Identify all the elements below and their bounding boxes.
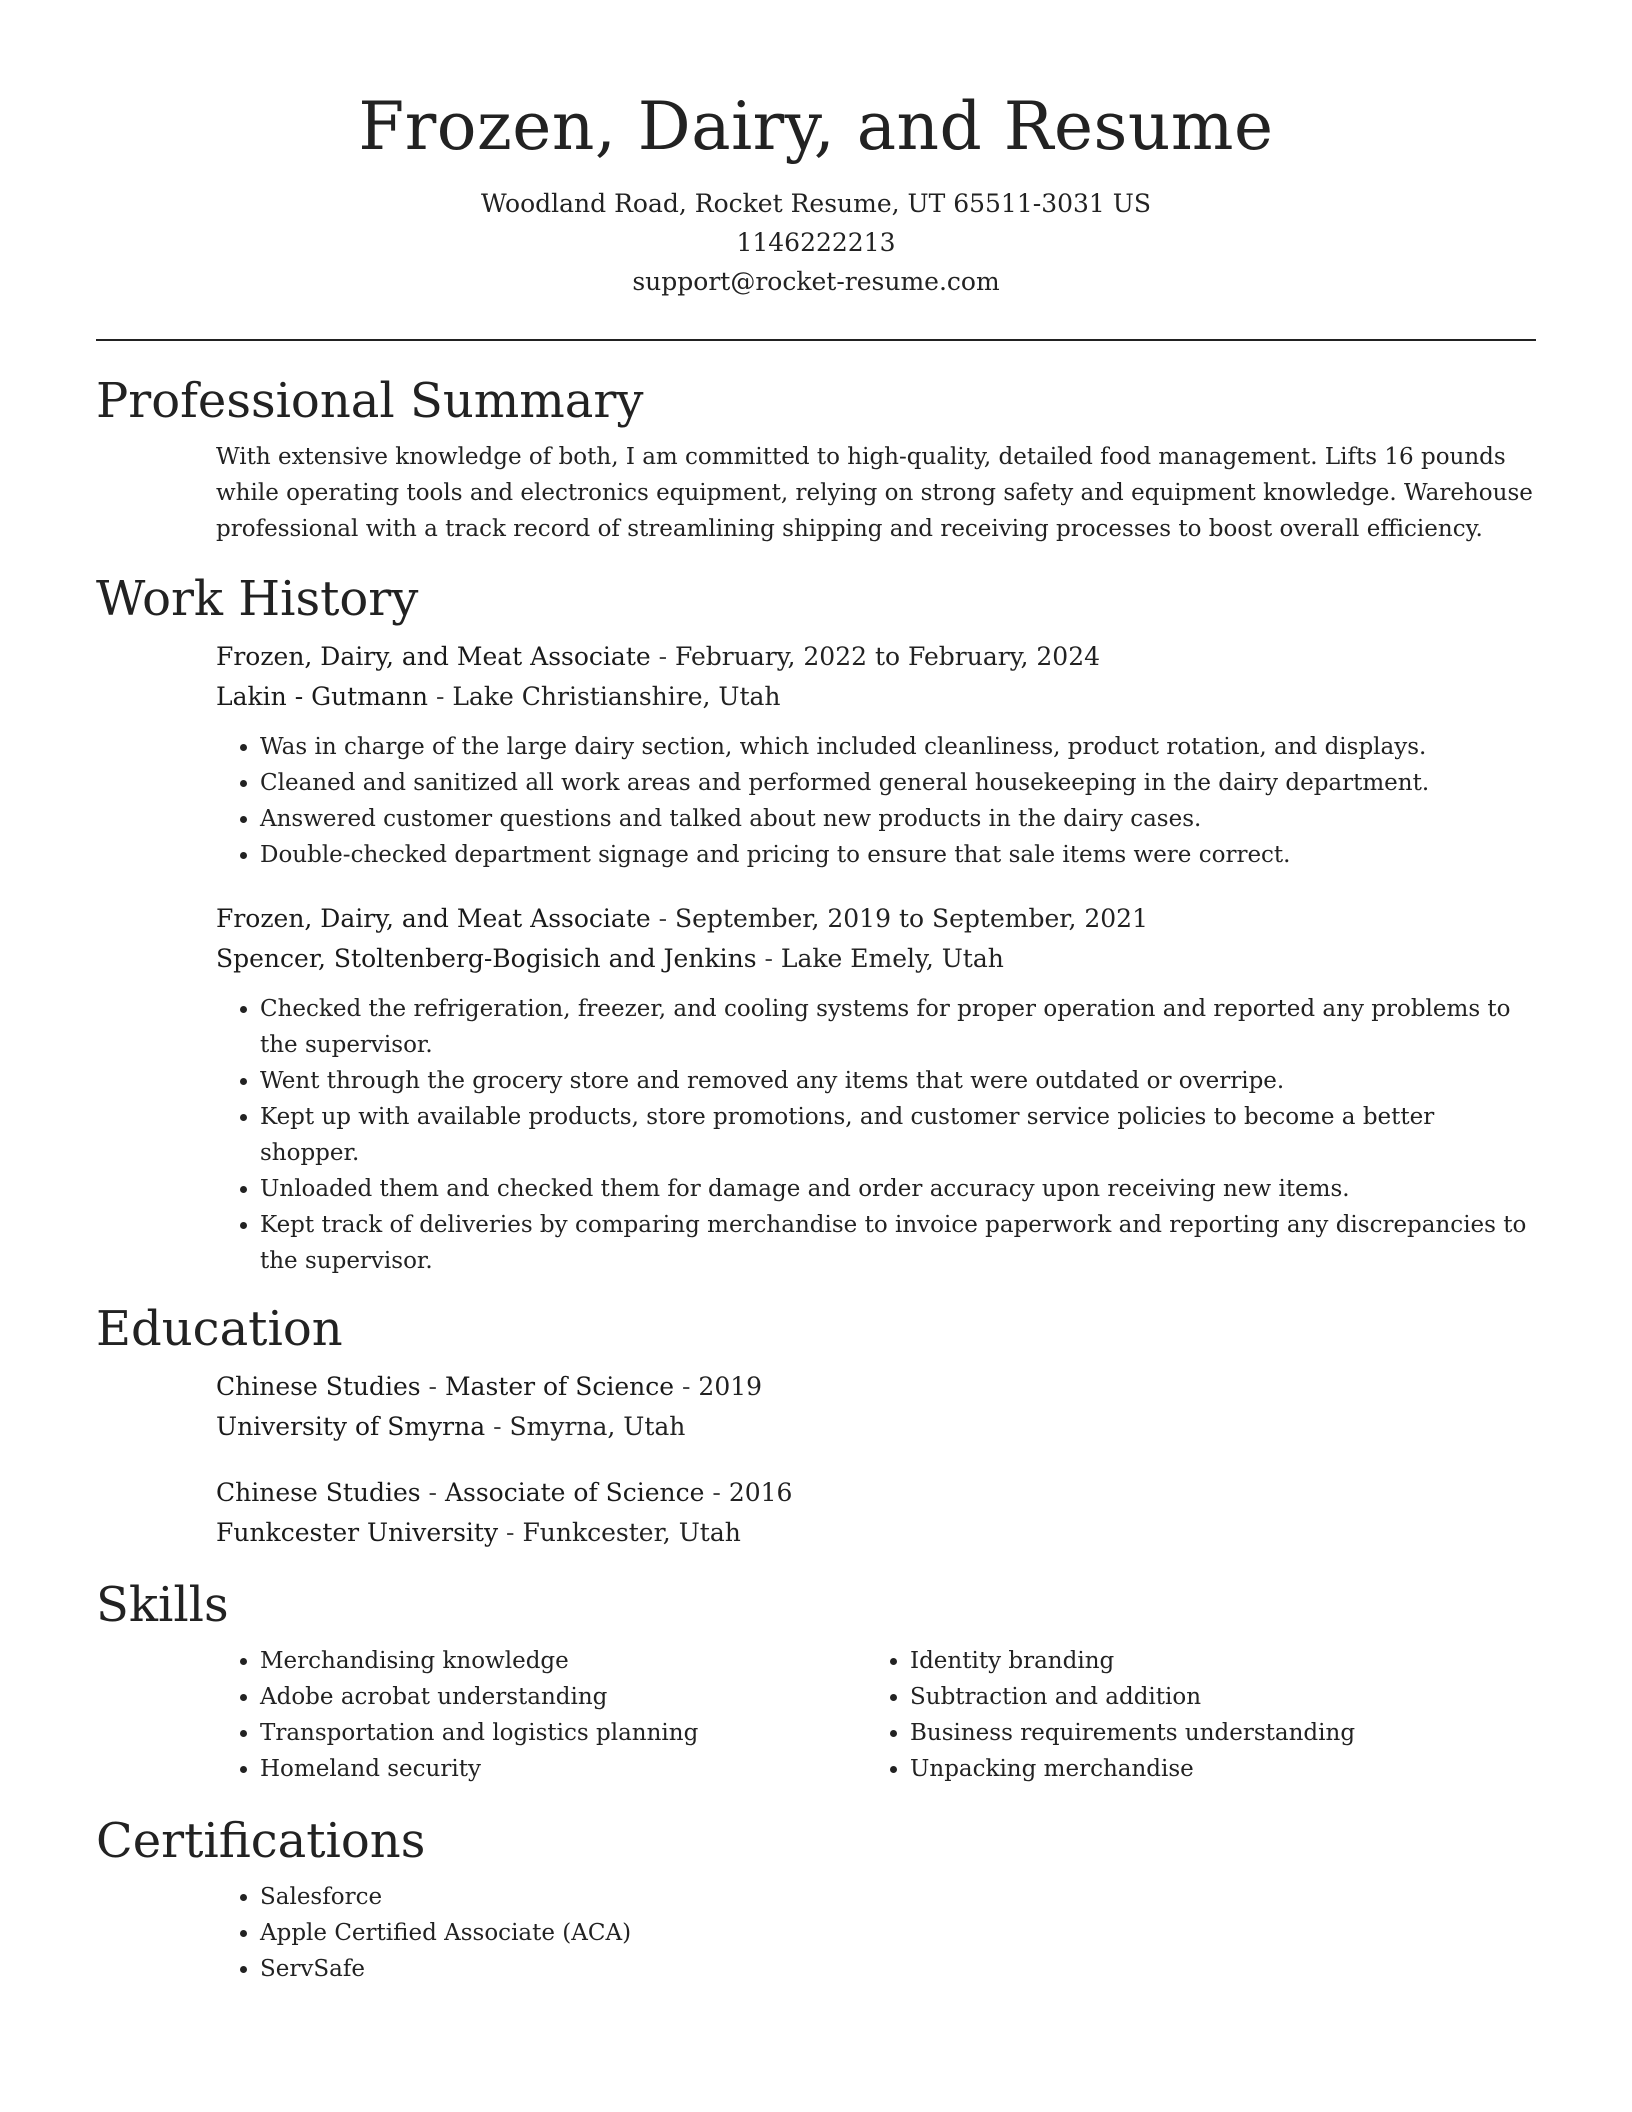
contact-address: Woodland Road, Rocket Resume, UT 65511-3031 US <box>481 189 1151 218</box>
list-item: • Was in charge of the large dairy section, which included cleanliness, product rotation, and displays. <box>260 729 1536 765</box>
job-duties-list <box>216 991 1536 1279</box>
list-item: • Apple Certified Associate (ACA) <box>260 1915 1536 1951</box>
list-item: • Business requirements understanding <box>910 1715 1516 1751</box>
applicant-name: Frozen, Dairy, and Resume <box>358 88 1274 165</box>
skills-list <box>216 1643 866 1787</box>
header-divider <box>96 339 1536 341</box>
job-heading <box>216 899 1536 939</box>
education-school-line <box>216 1407 1536 1447</box>
certifications-body <box>216 1879 1536 1987</box>
education-degree: Master of Science <box>444 1372 675 1401</box>
list-item: • Cleaned and sanitized all work areas and performed general housekeeping in the dairy department. <box>260 765 1536 801</box>
list-item: • Adobe acrobat understanding <box>260 1679 866 1715</box>
certifications-list <box>216 1879 1536 1987</box>
list-item: • Double-checked department signage and pricing to ensure that sale items were correct. <box>260 837 1536 873</box>
list-item: • Subtraction and addition <box>910 1679 1516 1715</box>
education-year: 2016 <box>728 1478 793 1507</box>
job-location: Lake Emely, Utah <box>780 944 1004 973</box>
job-entry <box>216 899 1536 1279</box>
summary-section <box>96 371 1536 547</box>
skills-column-right <box>866 1635 1516 1787</box>
list-item: • Identity branding <box>910 1643 1516 1679</box>
education-field: Chinese Studies <box>216 1478 421 1507</box>
resume-page <box>96 0 1536 1987</box>
list-item: • Transportation and logistics planning <box>260 1715 866 1751</box>
separator: - <box>485 1412 510 1441</box>
education-year: 2019 <box>698 1372 763 1401</box>
list-item: • Checked the refrigeration, freezer, and cooling systems for proper operation and reported any problems to the supervisor. <box>260 991 1536 1063</box>
education-title: Education <box>96 1301 343 1357</box>
education-field: Chinese Studies <box>216 1372 421 1401</box>
education-school: University of Smyrna <box>216 1412 486 1441</box>
work-history-section <box>96 569 1536 1279</box>
separator: - <box>756 944 781 973</box>
separator: - <box>420 1372 445 1401</box>
separator: - <box>428 682 453 711</box>
education-entry <box>216 1473 1536 1553</box>
certifications-title: Certifications <box>96 1813 426 1869</box>
education-heading <box>216 1473 1536 1513</box>
job-heading <box>216 637 1536 677</box>
work-history-title: Work History <box>96 571 419 627</box>
contact-phone: 1146222213 <box>736 228 896 257</box>
separator: - <box>650 642 675 671</box>
list-item: • Merchandising knowledge <box>260 1643 866 1679</box>
education-location: Smyrna, Utah <box>509 1412 686 1441</box>
certifications-section <box>96 1811 1536 1987</box>
separator: - <box>498 1518 523 1547</box>
summary-text: With extensive knowledge of both, I am committed to high-quality, detailed food management. Lifts 16 pounds while operating tools and electronics equipment, relying on strong safety and equipment knowledge. Warehouse professional with a track record of streamlining shipping and receiving processes to boost overall efficiency. <box>216 444 1533 542</box>
skills-column-left <box>216 1635 866 1787</box>
list-item: • ServSafe <box>260 1951 1536 1987</box>
education-degree: Associate of Science <box>444 1478 705 1507</box>
resume-header <box>96 0 1536 301</box>
summary-title: Professional Summary <box>96 373 644 429</box>
education-heading <box>216 1367 1536 1407</box>
list-item: • Homeland security <box>260 1751 866 1787</box>
education-location: Funkcester, Utah <box>522 1518 741 1547</box>
job-role: Frozen, Dairy, and Meat Associate <box>216 642 651 671</box>
job-employer <box>216 677 1536 717</box>
list-item: • Unloaded them and checked them for damage and order accuracy upon receiving new items. <box>260 1171 1536 1207</box>
separator: - <box>674 1372 699 1401</box>
skills-columns <box>216 1635 1536 1787</box>
education-school-line <box>216 1513 1536 1553</box>
job-dates: September, 2019 to September, 2021 <box>675 904 1148 933</box>
list-item: • Answered customer questions and talked about new products in the dairy cases. <box>260 801 1536 837</box>
skills-list <box>866 1643 1516 1787</box>
skills-title: Skills <box>96 1577 229 1633</box>
job-duties-list <box>216 729 1536 873</box>
education-entry <box>216 1367 1536 1447</box>
separator: - <box>704 1478 729 1507</box>
separator: - <box>420 1478 445 1507</box>
job-role: Frozen, Dairy, and Meat Associate <box>216 904 651 933</box>
skills-section <box>96 1575 1536 1787</box>
list-item: • Salesforce <box>260 1879 1536 1915</box>
contact-email: support@rocket-resume.com <box>632 267 1000 296</box>
job-location: Lake Christianshire, Utah <box>452 682 781 711</box>
separator: - <box>650 904 675 933</box>
education-section <box>96 1299 1536 1553</box>
list-item: • Unpacking merchandise <box>910 1751 1516 1787</box>
job-entry <box>216 637 1536 873</box>
list-item: • Kept track of deliveries by comparing merchandise to invoice paperwork and reporting any discrepancies to the supervisor. <box>260 1207 1536 1279</box>
job-employer <box>216 939 1536 979</box>
list-item: • Kept up with available products, store promotions, and customer service policies to become a better shopper. <box>260 1099 1536 1171</box>
education-school: Funkcester University <box>216 1518 499 1547</box>
job-dates: February, 2022 to February, 2024 <box>675 642 1100 671</box>
job-company: Spencer, Stoltenberg-Bogisich and Jenkins <box>216 944 757 973</box>
job-company: Lakin - Gutmann <box>216 682 429 711</box>
list-item: • Went through the grocery store and removed any items that were outdated or overripe. <box>260 1063 1536 1099</box>
